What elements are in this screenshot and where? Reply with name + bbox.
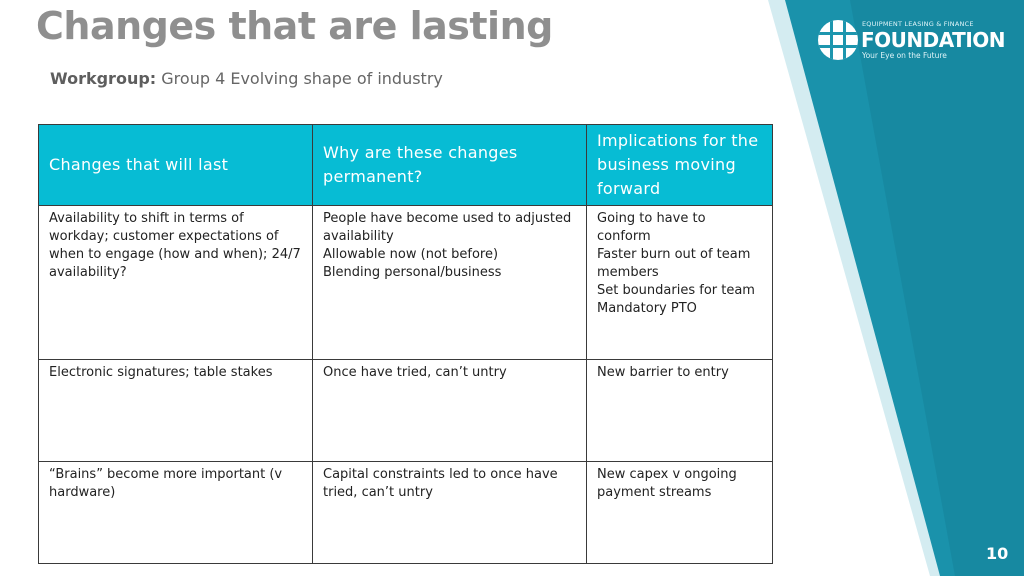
changes-table: [38, 124, 773, 564]
table-cell: New barrier to entry: [587, 360, 773, 462]
logo-brand-name: FOUNDATION: [861, 28, 1005, 52]
table-cell: “Brains” become more important (v hardware): [39, 462, 313, 564]
logo-top-line: EQUIPMENT LEASING & FINANCE: [862, 20, 974, 28]
foundation-logo: [818, 18, 1008, 64]
workgroup-value: Group 4 Evolving shape of industry: [161, 69, 443, 88]
workgroup-label: Workgroup:: [50, 69, 157, 88]
table-cell: Once have tried, can’t untry: [313, 360, 587, 462]
table-cell: Capital constraints led to once have tried, can’t untry: [313, 462, 587, 564]
table-cell: Availability to shift in terms of workday; customer expectations of when to engage (how and when); 24/7 availability?: [39, 206, 313, 360]
table-cell: Electronic signatures; table stakes: [39, 360, 313, 462]
page-number: 10: [986, 544, 1009, 563]
table-cell: People have become used to adjusted availability Allowable now (not before) Blending personal/business: [313, 206, 587, 360]
column-header-changes: Changes that will last: [39, 125, 313, 206]
slide-title: Changes that are lasting: [36, 4, 553, 48]
globe-icon: [818, 20, 858, 60]
column-header-implications: Implications for the business moving forward: [587, 125, 773, 206]
column-header-why-permanent: Why are these changes permanent?: [313, 125, 587, 206]
table-row: [39, 360, 773, 462]
table-cell: Going to have to conform Faster burn out of team members Set boundaries for team Mandatory PTO: [587, 206, 773, 360]
table-header-row: [39, 125, 773, 206]
table-row: [39, 462, 773, 564]
table-cell: New capex v ongoing payment streams: [587, 462, 773, 564]
logo-tagline: Your Eye on the Future: [862, 51, 947, 60]
table-row: [39, 206, 773, 360]
workgroup-line: [50, 69, 443, 88]
